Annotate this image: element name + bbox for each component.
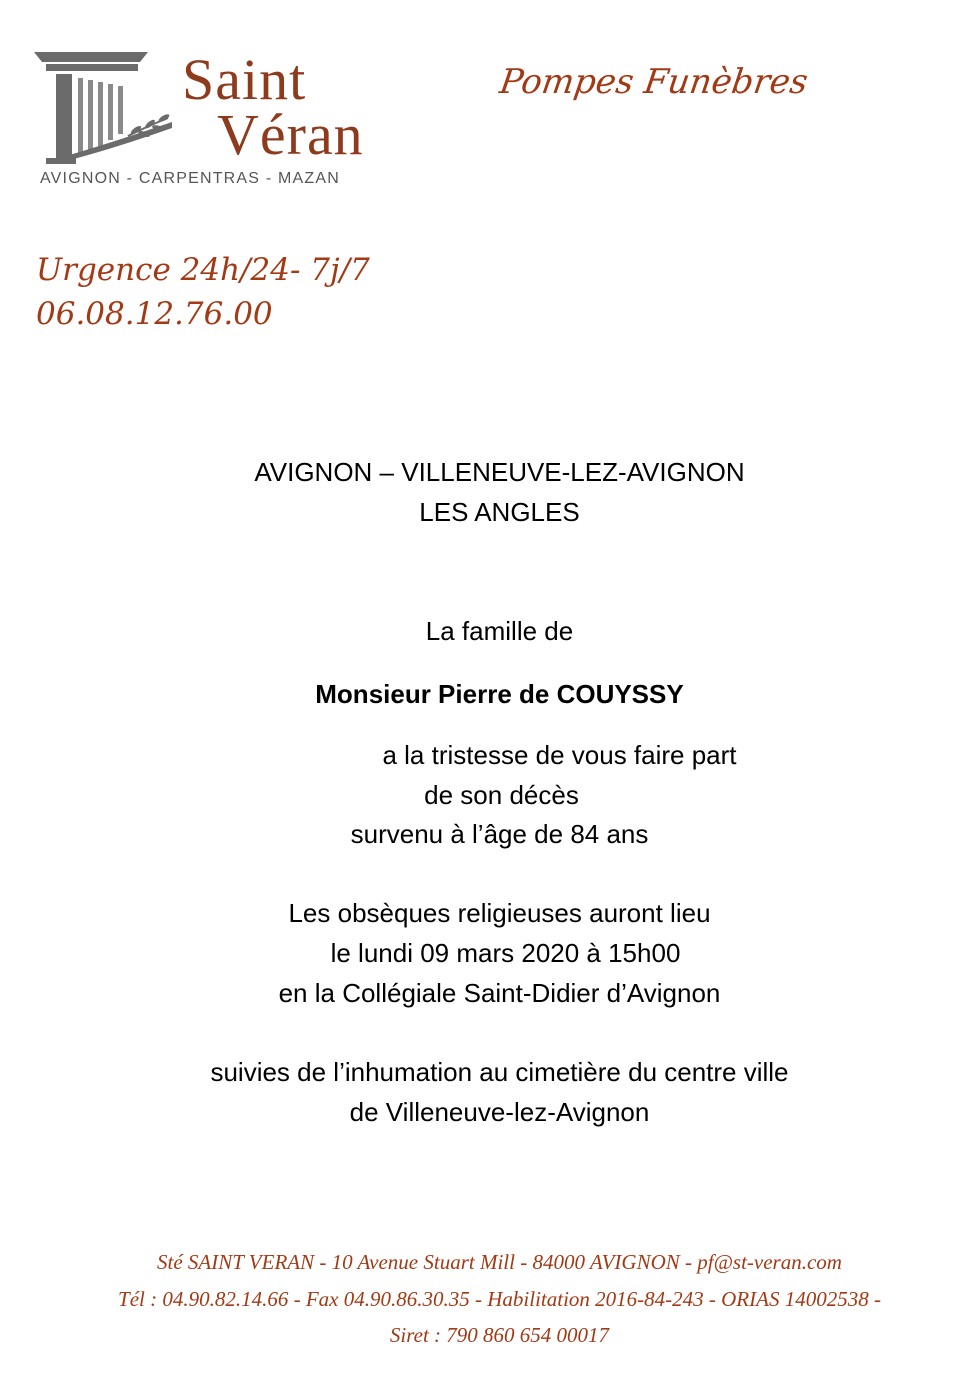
location-line1: AVIGNON – VILLENEUVE-LEZ-AVIGNON bbox=[254, 457, 745, 487]
ceremony-line1: Les obsèques religieuses auront lieu bbox=[288, 898, 711, 928]
burial-line2: de Villeneuve-lez-Avignon bbox=[349, 1097, 650, 1127]
location-line2: LES ANGLES bbox=[419, 497, 580, 527]
company-logo bbox=[32, 48, 372, 193]
column-icon bbox=[32, 48, 182, 166]
pompes-funebres-title: Pompes Funèbres bbox=[497, 62, 811, 102]
deceased-name: Monsieur Pierre de COUYSSY bbox=[315, 679, 684, 709]
urgence-phone: 06.08.12.76.00 bbox=[36, 296, 273, 332]
announce-line3: survenu à l’âge de 84 ans bbox=[350, 819, 649, 849]
family-intro: La famille de bbox=[425, 616, 574, 646]
burial-line1: suivies de l’inhumation au cimetière du centre ville bbox=[210, 1057, 789, 1087]
brand-name-line1: Saint bbox=[182, 47, 307, 112]
announce-line2: de son décès bbox=[424, 780, 579, 810]
announce-line1: a la tristesse de vous faire part bbox=[382, 740, 737, 770]
ceremony-line3: en la Collégiale Saint-Didier d’Avignon bbox=[278, 978, 721, 1008]
footer-contacts: Tél : 04.90.82.14.66 - Fax 04.90.86.30.35 - Habilitation 2016-84-243 - ORIAS 14002538 - bbox=[118, 1287, 881, 1311]
brand-tagline: AVIGNON - CARPENTRAS - MAZAN bbox=[40, 170, 340, 187]
ceremony-line2: le lundi 09 mars 2020 à 15h00 bbox=[330, 938, 681, 968]
urgence-line: Urgence 24h/24- 7j/7 bbox=[36, 252, 370, 288]
footer-address: Sté SAINT VERAN - 10 Avenue Stuart Mill - 84000 AVIGNON - pf@st-veran.com bbox=[157, 1250, 842, 1274]
brand-name-line2: Véran bbox=[217, 102, 364, 167]
footer-siret: Siret : 790 860 654 00017 bbox=[389, 1323, 610, 1347]
